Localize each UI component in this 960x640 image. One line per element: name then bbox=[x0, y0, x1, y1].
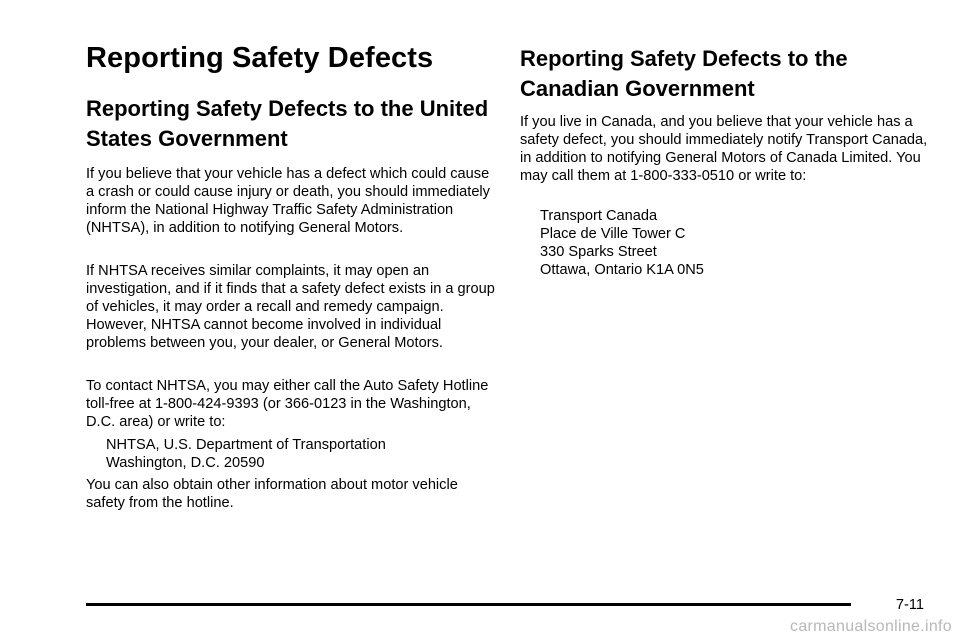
us-address bbox=[86, 436, 516, 472]
us-paragraph-2-text: If NHTSA receives similar complaints, it may open an investigation, and if it finds that a safety defect exists in a group of vehicles, it may order a recall and remedy campaign. However, NHTSA cannot become involved in individual problems between you, your dealer, or General Motors. bbox=[86, 263, 495, 351]
canada-address bbox=[520, 207, 950, 279]
us-section-heading: Reporting Safety Defects to the United States Government bbox=[86, 96, 489, 151]
footer-rule bbox=[86, 603, 851, 606]
canada-address-line-2: Place de Ville Tower C bbox=[540, 226, 686, 242]
us-closing-text: You can also obtain other information about motor vehicle safety from the hotline. bbox=[86, 477, 458, 511]
page-number: 7-11 bbox=[895, 597, 924, 613]
canada-address-line-3: 330 Sparks Street bbox=[540, 244, 657, 260]
canada-section-heading: Reporting Safety Defects to the Canadian Government bbox=[520, 46, 848, 101]
us-paragraph-3 bbox=[86, 377, 496, 431]
canada-address-line-4: Ottawa, Ontario K1A 0N5 bbox=[540, 262, 704, 278]
us-paragraph-3-text: To contact NHTSA, you may either call the Auto Safety Hotline toll-free at 1-800-424-9393 (or 366-0123 in the Washington, D.C. area) or write to: bbox=[86, 378, 489, 430]
us-paragraph-1-text: If you believe that your vehicle has a defect which could cause a crash or could cause injury or death, you should immediately inform the National Highway Traffic Safety Administration (NHTSA), in addition to notifying General Motors. bbox=[86, 166, 490, 236]
canada-paragraph-text: If you live in Canada, and you believe that your vehicle has a safety defect, you should immediately notify Transport Canada, in addition to notifying General Motors of Canada Limited. You may call them at 1-800-333-0510 or write to: bbox=[520, 114, 928, 184]
us-paragraph-2 bbox=[86, 262, 496, 352]
watermark-text: carmanualsonline.info bbox=[790, 618, 952, 635]
us-address-line-1: NHTSA, U.S. Department of Transportation bbox=[106, 437, 386, 453]
us-paragraph-1 bbox=[86, 165, 496, 237]
canada-paragraph bbox=[520, 113, 930, 185]
us-closing bbox=[86, 476, 496, 512]
canada-address-line-1: Transport Canada bbox=[540, 208, 658, 224]
page-title: Reporting Safety Defects bbox=[86, 42, 434, 74]
us-address-line-2: Washington, D.C. 20590 bbox=[106, 455, 265, 471]
